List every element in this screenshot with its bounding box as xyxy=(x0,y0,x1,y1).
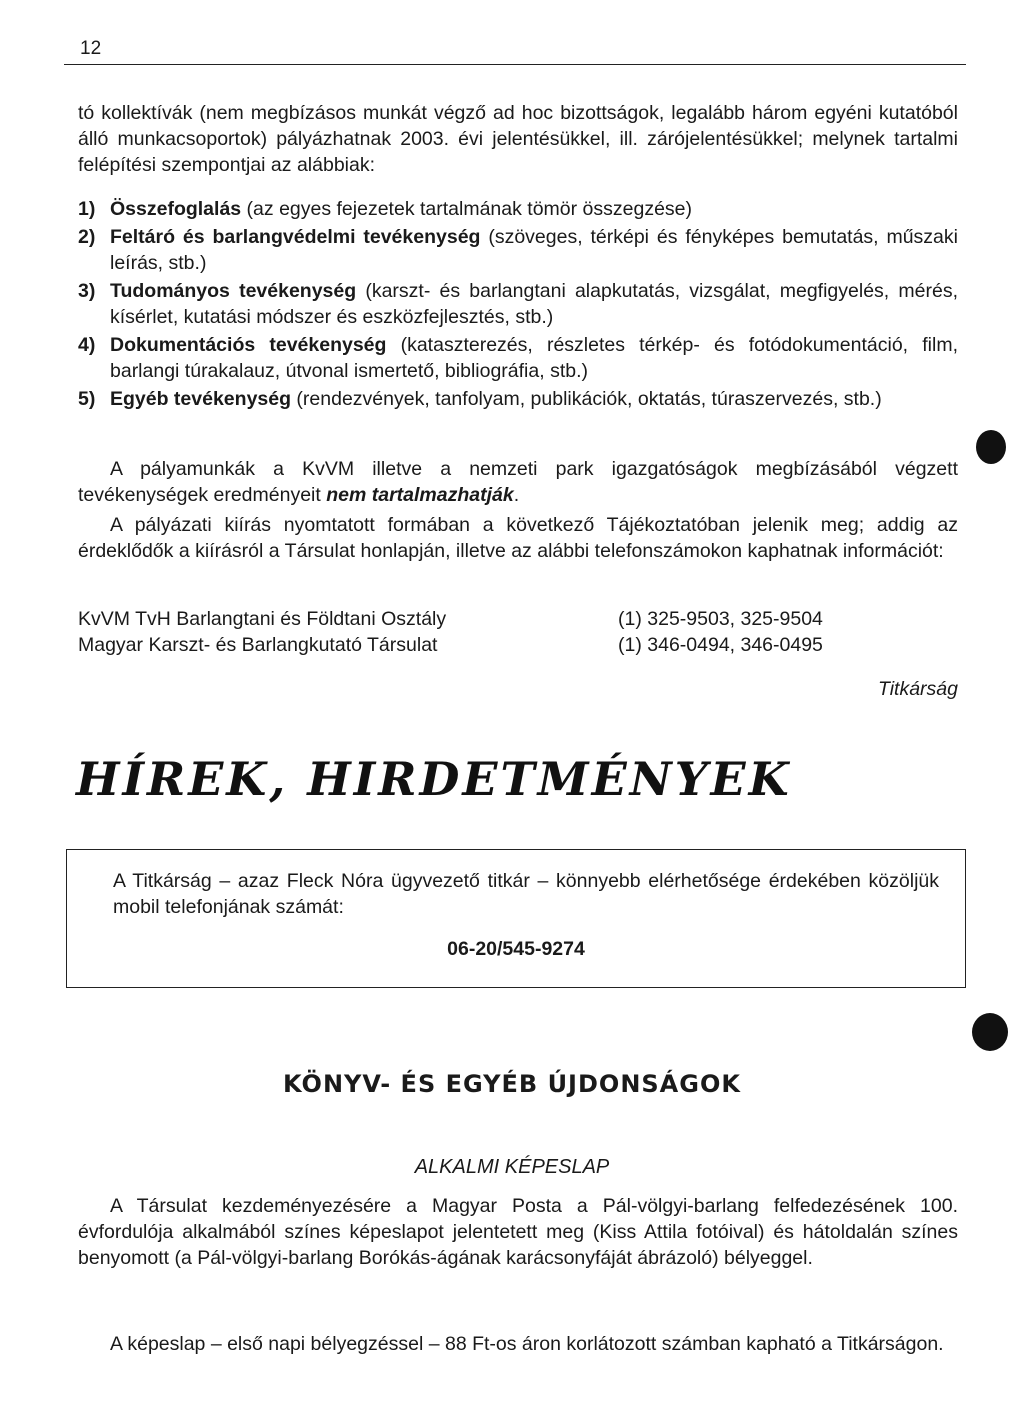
notice-text: A Titkárság – azaz Fleck Nóra ügyvezető titkár – könnyebb elérhetősége érdekében közöljük mobil telefonjának számát: xyxy=(113,870,939,918)
contact-phone: (1) 325-9503, 325-9504 xyxy=(618,608,823,630)
page-number: 12 xyxy=(80,38,102,59)
binding-hole-mark xyxy=(976,430,1006,464)
info-paragraph: A pályázati kiírás nyomtatott formában a következő Tájékoztatóban jelenik meg; addig az érdeklődők a kiírásról a Társulat honlapján, illetve az alábbi telefonszámokon kaphatnak információt: xyxy=(78,514,958,562)
contact-org: KvVM TvH Barlangtani és Földtani Osztály xyxy=(78,608,447,630)
criteria-list xyxy=(78,196,958,414)
list-text: (szöveges, térképi és fényképes bemutatás, műszaki leírás, stb.) xyxy=(110,226,958,274)
contact-row xyxy=(78,606,958,632)
contact-org: Magyar Karszt- és Barlangkutató Társulat xyxy=(78,634,438,656)
news-heading: HÍREK, HIRDETMÉNYEK xyxy=(76,752,792,806)
paragraph-text: . xyxy=(513,484,520,506)
list-title: Feltáró és barlangvédelmi tevékenység xyxy=(110,226,481,248)
list-number: 4) xyxy=(78,334,96,356)
list-item xyxy=(78,278,958,330)
list-title: Dokumentációs tevékenység xyxy=(110,334,387,356)
restriction-paragraph xyxy=(78,456,958,508)
list-number: 3) xyxy=(78,280,96,302)
list-title: Összefoglalás xyxy=(110,198,242,220)
signature: Titkárság xyxy=(877,678,958,700)
contact-table xyxy=(78,606,958,658)
list-number: 5) xyxy=(78,388,96,410)
notice-phone: 06-20/545-9274 xyxy=(447,938,585,960)
list-item xyxy=(78,196,958,222)
binding-hole-mark xyxy=(972,1013,1008,1051)
list-item xyxy=(78,386,958,412)
list-text: (kataszterezés, részletes térkép- és fotódokumentáció, film, barlangi túrakalauz, útvonal ismertető, bibliográfia, stb.) xyxy=(110,334,958,382)
contact-phone: (1) 346-0494, 346-0495 xyxy=(618,634,823,656)
list-number: 1) xyxy=(78,198,96,220)
list-item xyxy=(78,332,958,384)
list-title: Egyéb tevékenység xyxy=(110,388,292,410)
list-text: (az egyes fejezetek tartalmának tömör összegzése) xyxy=(241,198,693,220)
list-text: (karszt- és barlangtani alapkutatás, vizsgálat, megfigyelés, mérés, kísérlet, kutatási módszer és eszközfejlesztés, stb.) xyxy=(110,280,958,328)
paragraph-text: A pályamunkák a KvVM illetve a nemzeti park igazgatóságok megbízásából végzett tevékenységek eredményeit xyxy=(78,458,958,506)
list-number: 2) xyxy=(78,226,96,248)
list-title: Tudományos tevékenység xyxy=(110,280,357,302)
postcard-paragraph: A Társulat kezdeményezésére a Magyar Posta a Pál-völgyi-barlang felfedezésének 100. évfordulója alkalmából színes képeslapot jelentetett meg (Kiss Attila fotóival) és hátoldalán színes benyomott (a Pál-völgyi-barlang Borókás-ágának karácsonyfáját ábrázoló) bélyeggel. xyxy=(78,1195,958,1269)
availability-paragraph: A képeslap – első napi bélyegzéssel – 88 Ft-os áron korlátozott számban kapható a Titkárságon. xyxy=(110,1333,944,1355)
list-item xyxy=(78,224,958,276)
contact-row xyxy=(78,632,958,658)
sub-title: ALKALMI KÉPESLAP xyxy=(414,1156,610,1178)
intro-paragraph: tó kollektívák (nem megbízásos munkát végző ad hoc bizottságok, legalább három egyéni kutatóból álló munkacsoportok) pályázhatnak 2003. évi jelentésükkel, ill. zárójelentésükkel; melynek tartalmi felépítési szempontjai az alábbiak: xyxy=(78,102,958,176)
header-rule xyxy=(64,64,966,65)
notice-box xyxy=(66,849,966,988)
list-text: (rendezvények, tanfolyam, publikációk, oktatás, túraszervezés, stb.) xyxy=(291,388,882,410)
section-title: KÖNYV- ÉS EGYÉB ÚJDONSÁGOK xyxy=(283,1070,741,1098)
emphasis-text: nem tartalmazhatják xyxy=(326,484,514,506)
